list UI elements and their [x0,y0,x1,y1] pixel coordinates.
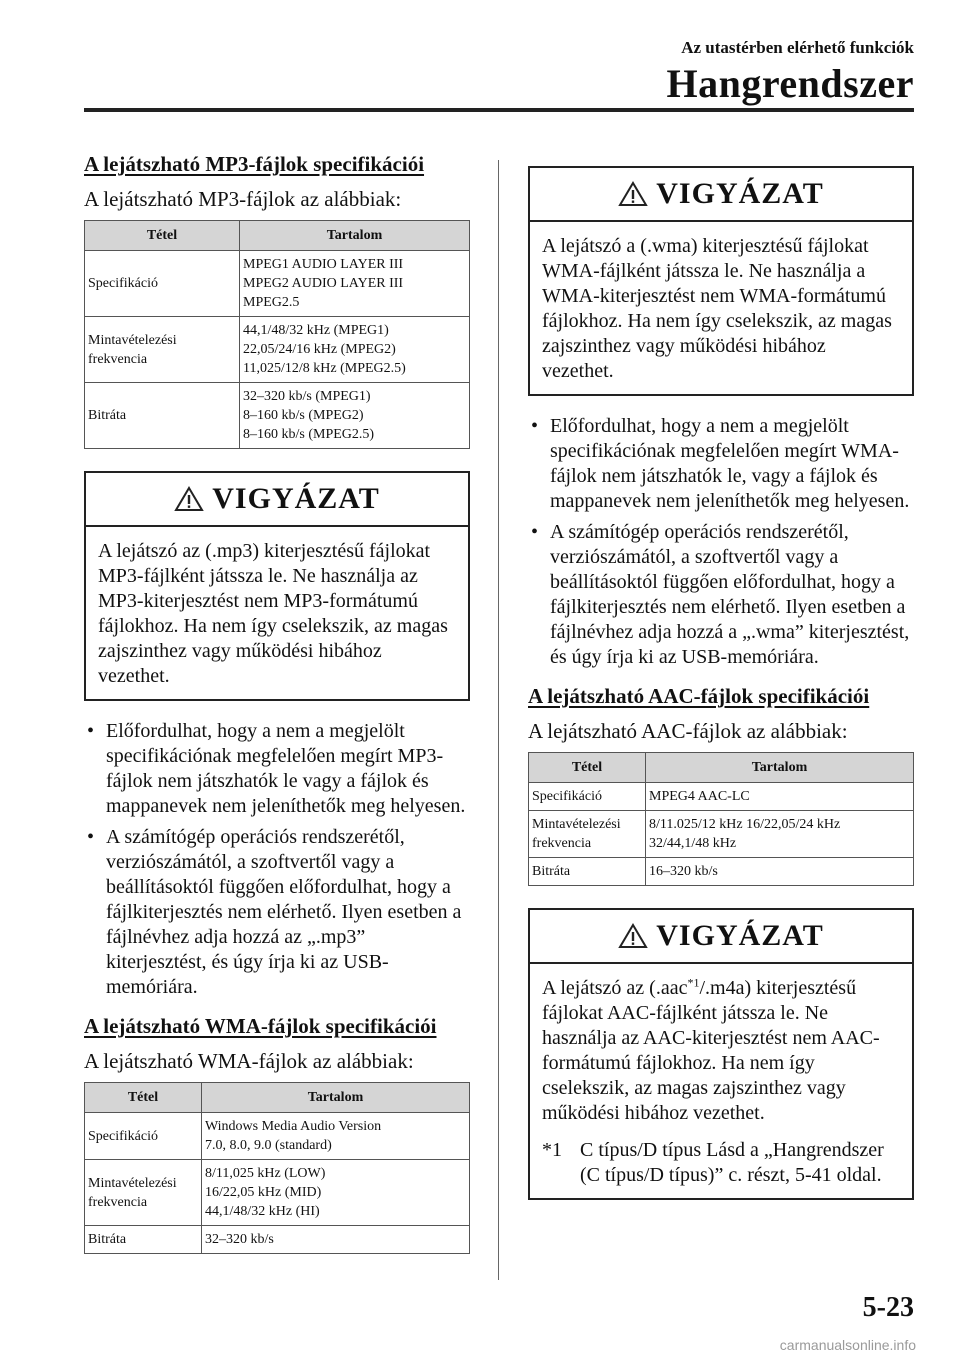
wma-caution-box [528,166,914,396]
table-row [529,783,914,811]
caution-text-post: /.m4a) kiterjesztésű fájlokat AAC-fájlként játssza le. Ne használja az AAC-kiterjesztést nem AAC-formátumú fájlokhoz. Ha nem így cselekszik, az magas zajszinthez vagy működési hibához vezethet. [542,977,880,1124]
left-column [84,152,470,1254]
header-section: Az utastérben elérhető funkciók [681,38,914,57]
header-title: Hangrendszer [666,61,914,106]
aac-caution-box [528,908,914,1200]
col-item: Tétel [85,221,240,251]
aac-heading: A lejátszható AAC-fájlok specifikációi [528,684,870,708]
row-value: MPEG4 AAC-LC [646,783,914,811]
row-value: 32–320 kb/s (MPEG1) 8–160 kb/s (MPEG2) 8–160 kb/s (MPEG2.5) [240,383,470,449]
row-key: Specifikáció [85,1113,202,1160]
row-key: Mintavételezési frekvencia [85,317,240,383]
col-content: Tartalom [240,221,470,251]
mp3-spec-table [84,220,470,449]
list-item: • Előfordulhat, hogy a nem a megjelölt specifikációnak megfelelően megírt WMA-fájlok nem játszhatók le, vagy a fájlok és mappanevek nem jeleníthetők meg helyesen. [528,414,914,514]
caution-title-bar [86,473,468,527]
col-content: Tartalom [202,1083,470,1113]
footnote-mark: *1 [542,1139,562,1161]
mp3-caution-box [84,471,470,701]
table-header-row [85,1083,470,1113]
aac-intro: A lejátszható AAC-fájlok az alábbiak: [528,719,848,743]
list-item: • A számítógép operációs rendszerétől, verziószámától, a szoftvertől vagy a beállításoktól függően előfordulhat, hogy a fájlkiterjesztés nem elérhető. Ilyen esetben a fájlnévhez adja hozzá a „.wma” kiterjesztést, és úgy írja ki az USB-memóriára. [528,520,914,670]
table-row [85,1226,470,1254]
watermark: carmanualsonline.info [779,1337,916,1353]
wma-intro: A lejátszható WMA-fájlok az alábbiak: [84,1049,414,1073]
col-item: Tétel [529,753,646,783]
row-key: Bitráta [85,1226,202,1254]
row-value: Windows Media Audio Version 7.0, 8.0, 9.0 (standard) [202,1113,470,1160]
caution-title-bar [530,168,912,222]
row-key: Mintavételezési frekvencia [529,811,646,858]
footnote-text: C típus/D típus Lásd a „Hangrendszer (C típus/D típus)” c. részt, 5-41 oldal. [580,1139,884,1186]
table-row [85,1160,470,1226]
footnote-ref: *1 [687,975,700,990]
wma-spec-table [84,1082,470,1254]
table-row [529,811,914,858]
col-content: Tartalom [646,753,914,783]
warning-triangle-icon [618,923,648,949]
table-row [85,1113,470,1160]
caution-text-pre: A lejátszó az (.aac [542,977,688,999]
row-key: Specifikáció [85,251,240,317]
row-key: Bitráta [529,858,646,886]
mp3-heading: A lejátszható MP3-fájlok specifikációi [84,152,425,176]
caution-title: VIGYÁZAT [656,919,824,952]
caution-title: VIGYÁZAT [212,482,380,515]
table-header-row [85,221,470,251]
row-key: Bitráta [85,383,240,449]
table-row [85,317,470,383]
table-header-row [529,753,914,783]
mp3-intro: A lejátszható MP3-fájlok az alábbiak: [84,187,402,211]
page-number: 5-23 [862,1292,914,1323]
column-divider [498,160,499,1280]
table-row [85,251,470,317]
right-column [528,152,914,1218]
warning-triangle-icon [618,181,648,207]
table-row [529,858,914,886]
row-value: 32–320 kb/s [202,1226,470,1254]
aac-spec-table [528,752,914,886]
col-item: Tétel [85,1083,202,1113]
row-value: MPEG1 AUDIO LAYER III MPEG2 AUDIO LAYER III MPEG2.5 [240,251,470,317]
list-item: • A számítógép operációs rendszerétől, verziószámától, a szoftvertől vagy a beállításoktól függően előfordulhat, hogy a fájlkiterjesztés nem elérhető. Ilyen esetben a fájlnévhez adja hozzá az „.mp3” kiterjesztést, és úgy írja ki az USB-memóriára. [84,825,470,1000]
footnote [542,1138,900,1188]
row-value: 8/11.025/12 kHz 16/22,05/24 kHz 32/44,1/48 kHz [646,811,914,858]
caution-text: A lejátszó a (.wma) kiterjesztésű fájlokat WMA-fájlként játssza le. Ne használja a WMA-kiterjesztést nem WMA-formátumú fájlokhoz. Ha nem így cselekszik, az magas zajszinthez vagy működési hibához vezethet. [542,235,892,382]
row-value: 8/11,025 kHz (LOW) 16/22,05 kHz (MID) 44,1/48/32 kHz (HI) [202,1160,470,1226]
list-item: • Előfordulhat, hogy a nem a megjelölt specifikációnak megfelelően megírt MP3-fájlok nem játszhatók le vagy a fájlok és mappanevek nem jeleníthetők meg helyesen. [84,719,470,819]
caution-title-bar [530,910,912,964]
row-value: 16–320 kb/s [646,858,914,886]
caution-text: A lejátszó az (.mp3) kiterjesztésű fájlokat MP3-fájlként játssza le. Ne használja az MP3-kiterjesztést nem MP3-formátumú fájlokhoz. Ha nem így cselekszik, az magas zajszinthez vagy működési hibához vezethet. [98,540,448,687]
header-rule [84,108,914,112]
row-value: 44,1/48/32 kHz (MPEG1) 22,05/24/16 kHz (MPEG2) 11,025/12/8 kHz (MPEG2.5) [240,317,470,383]
caution-body [530,964,912,1198]
wma-bullet-list [528,414,914,670]
wma-heading: A lejátszható WMA-fájlok specifikációi [84,1014,437,1038]
mp3-bullet-list [84,719,470,1000]
row-key: Mintavételezési frekvencia [85,1160,202,1226]
warning-triangle-icon [174,486,204,512]
row-key: Specifikáció [529,783,646,811]
caution-title: VIGYÁZAT [656,177,824,210]
table-row [85,383,470,449]
